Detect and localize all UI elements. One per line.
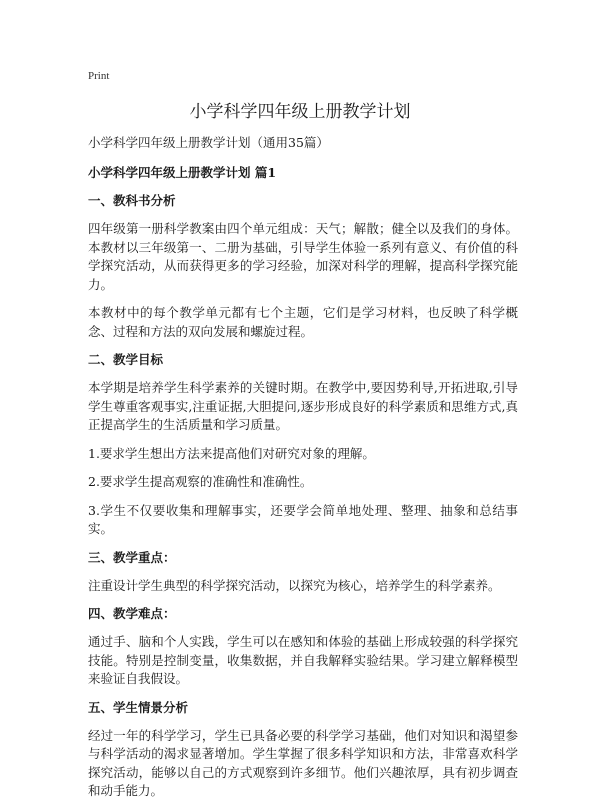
section-teaching-goals [88,351,518,539]
print-label[interactable]: Print [88,70,110,82]
paragraph: 本学期是培养学生科学素养的关键时期。在教学中,要因势利导,开拓进取,引导学生尊重客观事实,注重证据,大胆提问,逐步形成良好的科学素质和思维方式,真正提高学生的生活质量和学习质量。 [88,380,518,432]
section-student-analysis [88,699,518,801]
list-item: 3.学生不仅要收集和理解事实，还要学会简单地处理、整理、抽象和总结事实。 [88,502,518,536]
article-title: 小学科学四年级上册教学计划 篇1 [88,165,277,180]
section-heading: 二、教学目标 [88,352,164,367]
document-content [88,134,518,811]
section-teaching-focus [88,549,518,596]
document-title: 小学科学四年级上册教学计划 [189,102,411,122]
list-item: 1.要求学生想出方法来提高他们对研究对象的理解。 [88,445,375,461]
section-heading: 五、学生情景分析 [88,699,189,715]
section-heading: 三、教学重点： [88,549,176,565]
section-teaching-difficulty [88,605,518,689]
paragraph: 四年级第一册科学教案由四个单元组成：天气；解散；健全以及我们的身体。本教材以三年级第一、二册为基础，引导学生体验一系列有意义、有价值的科学探究活动，从而获得更多的学习经验，加深对科学的理解，提高科学探究能力。 [88,221,518,292]
paragraph: 通过手、脑和个人实践，学生可以在感知和体验的基础上形成较强的科学探究技能。特别是控制变量，收集数据，并自我解释实验结果。学习建立解释模型来验证自我假设。 [88,634,518,686]
paragraph: 本教材中的每个教学单元都有七个主题，它们是学习材料，也反映了科学概念、过程和方法的双向发展和螺旋过程。 [88,305,518,339]
paragraph: 注重设计学生典型的科学探究活动，以探究为核心，培养学生的科学素养。 [88,577,501,593]
document-subtitle: 小学科学四年级上册教学计划（通用35篇） [88,135,329,150]
paragraph: 经过一年的科学学习，学生已具备必要的科学学习基础，他们对知识和渴望参与科学活动的渴求显著增加。学生掌握了很多科学知识和方法，非常喜欢科学探究活动，能够以自己的方式观察到许多细节。他们兴趣浓厚，具有初步调查和动手能力。 [88,727,518,798]
section-textbook-analysis [88,192,518,341]
list-item: 2.要求学生提高观察的准确性和准确性。 [88,474,313,489]
section-heading: 四、教学难点： [88,606,176,621]
section-heading: 一、教科书分析 [88,193,176,208]
